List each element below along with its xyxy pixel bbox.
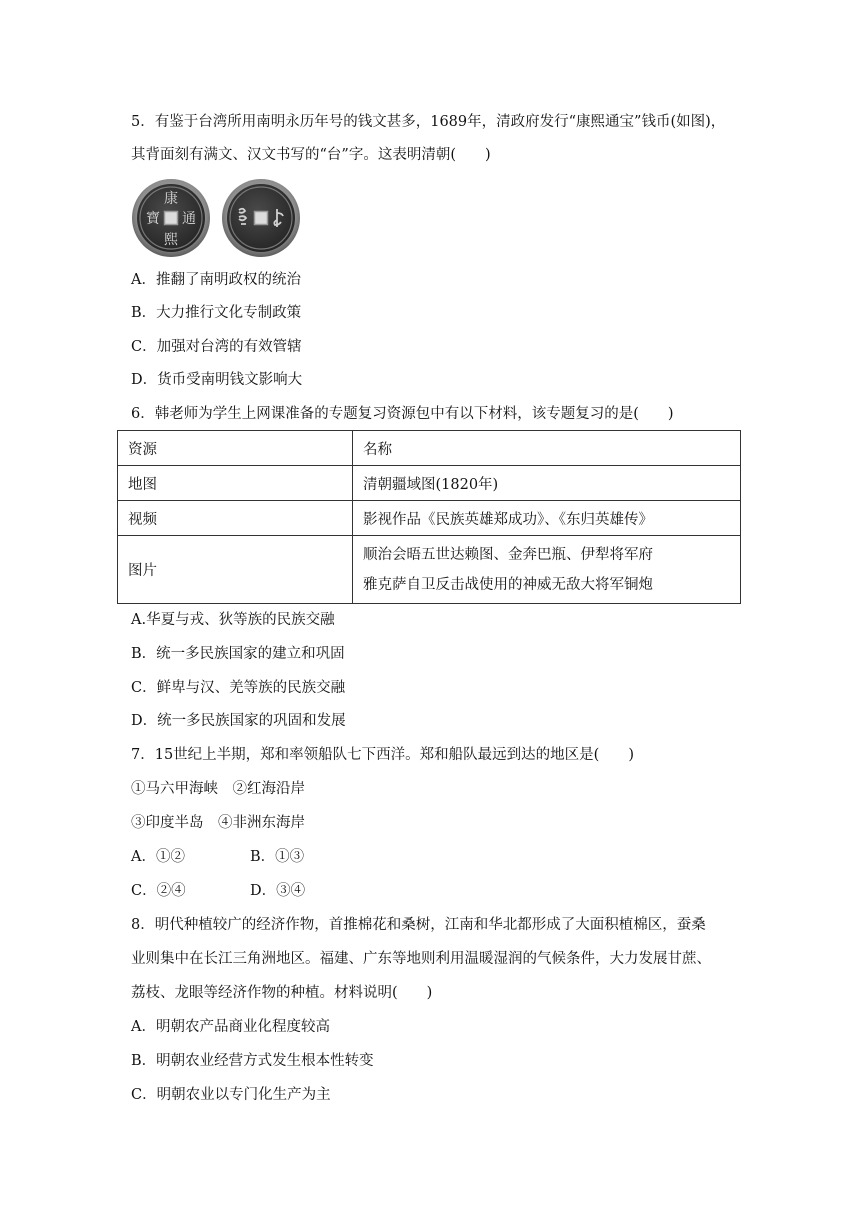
q5-option-b: B．大力推行文化专制政策: [131, 305, 302, 321]
q7-option-c: C．②④: [131, 883, 186, 899]
q6-option-b: B．统一多民族国家的建立和巩固: [131, 646, 345, 662]
resource-table: [117, 430, 741, 604]
q5-stem-line2: 其背面刻有满文、汉文书写的“台”字。这表明清朝( ): [131, 147, 491, 163]
q8-option-b: B．明朝农业经营方式发生根本性转变: [131, 1053, 374, 1069]
q7-stem: 7．15世纪上半期，郑和率领船队七下西洋。郑和船队最远到达的地区是( ): [131, 747, 634, 763]
table-header-cell: 资源: [118, 431, 353, 466]
q5-option-a: A．推翻了南明政权的统治: [131, 272, 301, 288]
q6-option-a: A.华夏与戎、狄等族的民族交融: [131, 612, 335, 628]
coin-front-char-bottom: 熙: [164, 232, 178, 248]
q7-option-b: B．①③: [250, 849, 305, 865]
coin-images: [131, 177, 303, 259]
table-header-cell: 名称: [353, 431, 741, 466]
q8-stem-line1: 8．明代种植较广的经济作物，首推棉花和桑树，江南和华北都形成了大面积植棉区，蚕桑: [131, 917, 706, 933]
q5-option-c: C．加强对台湾的有效管辖: [131, 339, 302, 355]
table-cell-name-line: 雅克萨自卫反击战使用的神威无敌大将军铜炮: [363, 576, 653, 593]
q8-stem-line2: 业则集中在长江三角洲地区。福建、广东等地则利用温暖湿润的气候条件，大力发展甘蔗、: [131, 951, 711, 967]
q6-option-c: C．鲜卑与汉、羌等族的民族交融: [131, 680, 346, 696]
table-row: [118, 466, 741, 501]
q7-items-line2: ③印度半岛 ④非洲东海岸: [131, 815, 305, 831]
table-cell-type: 地图: [118, 466, 353, 501]
table-header-row: [118, 431, 741, 466]
coin-back: [222, 179, 300, 257]
table-cell-type: 图片: [118, 536, 353, 604]
coin-front: [132, 179, 210, 257]
table-cell-type: 视频: [118, 501, 353, 536]
coin-front-char-left: 寶: [146, 211, 160, 227]
table-row: [118, 536, 741, 604]
coin-front-char-top: 康: [164, 191, 178, 207]
q7-option-d: D．③④: [250, 883, 306, 899]
q8-option-a: A．明朝农产品商业化程度较高: [131, 1019, 330, 1035]
table-cell-name: 清朝疆域图(1820年): [353, 466, 741, 501]
table-cell-name-line: 顺治会晤五世达赖图、金奔巴瓶、伊犁将军府: [363, 546, 653, 563]
coin-front-char-right: 通: [182, 211, 196, 227]
q5-stem-line1: 5．有鉴于台湾所用南明永历年号的钱文甚多，1689年，清政府发行“康熙通宝”钱币(如图)，: [131, 114, 726, 130]
table-row: [118, 501, 741, 536]
q6-stem: 6．韩老师为学生上网课准备的专题复习资源包中有以下材料，该专题复习的是( ): [131, 406, 674, 422]
q7-option-a: A．①②: [131, 849, 185, 865]
table-cell-name-multi: [353, 536, 741, 604]
q6-option-d: D．统一多民族国家的巩固和发展: [131, 713, 346, 729]
table-cell-name: 影视作品《民族英雄郑成功》、《东归英雄传》: [353, 501, 741, 536]
q5-option-d: D．货币受南明钱文影响大: [131, 372, 303, 388]
q7-items-line1: ①马六甲海峡 ②红海沿岸: [131, 781, 305, 797]
q8-option-c: C．明朝农业以专门化生产为主: [131, 1087, 331, 1103]
q8-stem-line3: 荔枝、龙眼等经济作物的种植。材料说明( ): [131, 985, 433, 1001]
